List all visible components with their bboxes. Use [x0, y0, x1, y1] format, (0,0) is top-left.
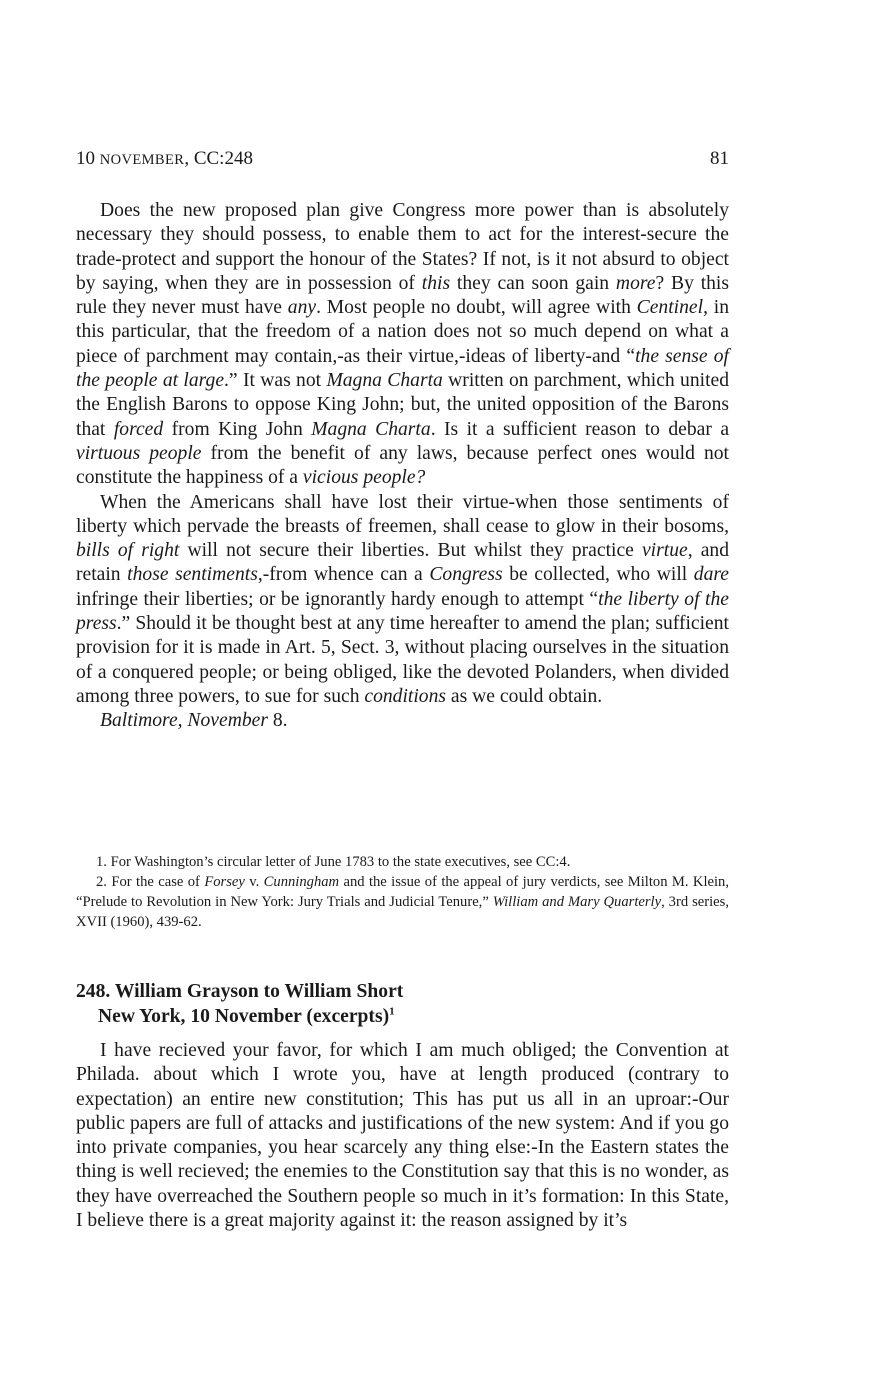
dateline: Baltimore, November 8. — [100, 710, 288, 732]
body-text — [76, 199, 729, 734]
paragraph: Does the new proposed plan give Congress more power than is absolutely necessary they should possess, to enable them to act for the interest-secure the trade-protect and support the honour of the States? If not, is it not absurd to object by saying, when they are in possession of this they can soon gain more? By this rule they never must have any. Most people no doubt, will agree with Centinel, in this particular, that the freedom of a nation does not so much depend on what a piece of parchment may contain,-as their virtue,-ideas of liberty-and “the sense of the people at large.” It was not Magna Charta written on parchment, which united the English Barons to oppose King John; but, the united opposition of the Barons that forced from King John Magna Charta. Is it a sufficient reason to debar a virtuous people from the benefit of any laws, because perfect ones would not constitute the happiness of a vicious people? — [76, 200, 730, 489]
footnotes — [76, 852, 729, 932]
document-heading — [76, 979, 729, 1029]
page-number: 81 — [710, 148, 729, 169]
heading-subtitle: New York, 10 November (excerpts)$^1$ — [98, 1005, 395, 1027]
footnote-mark: 1 — [389, 1005, 395, 1018]
footnote: 1. For Washington’s circular letter of June 1783 to the state executives, see CC:4. — [96, 854, 571, 870]
paragraph: I have recieved your favor, for which I am much obliged; the Convention at Philada. about which I wrote you, have at length produced (contrary to expectation) an entire new constitution; This has put us all in an uproar:-Our public papers are full of attacks and justifications of the new system: And if you go into private companies, you hear scarcely any thing else:-In the Eastern states the thing is well recieved; the enemies to the Constitution say that this is no wonder, as they have overreached the Southern people so much in it’s formation: In this State, I believe there is a great majority against it: the reason assigned by it’s — [76, 1040, 729, 1232]
heading-title: 248. William Grayson to William Short — [76, 981, 404, 1002]
footnote: 2. For the case of Forsey v. Cunningham and the issue of the appeal of jury verdicts, see Milton M. Klein, “Prelude to Revolution in New York: Jury Trials and Judicial Tenure,” William and Mary Quarterly, 3rd series, XVII (1960), 439-62. — [76, 874, 730, 930]
paragraph: When the Americans shall have lost their virtue-when those sentiments of liberty which pervade the breasts of freemen, shall cease to glow in their bosoms, bills of right will not secure their liberties. But whilst they practice virtue, and retain those sentiments,-from whence can a Congress be collected, who will dare infringe their liberties; or be ignorantly hardy enough to attempt “the liberty of the press.” Should it be thought best at any time hereafter to amend the plan; sufficient provision for it is made in Art. 5, Sect. 3, without placing ourselves in the situation of a conquered people; or being obliged, like the devoted Polanders, when divided among three powers, to sue for such conditions as we could obtain. — [76, 491, 729, 707]
letter-text — [76, 1039, 729, 1233]
running-head-month: NOVEMBER — [99, 152, 185, 168]
running-head-title: 10 NOVEMBER, CC:248 — [76, 148, 253, 169]
